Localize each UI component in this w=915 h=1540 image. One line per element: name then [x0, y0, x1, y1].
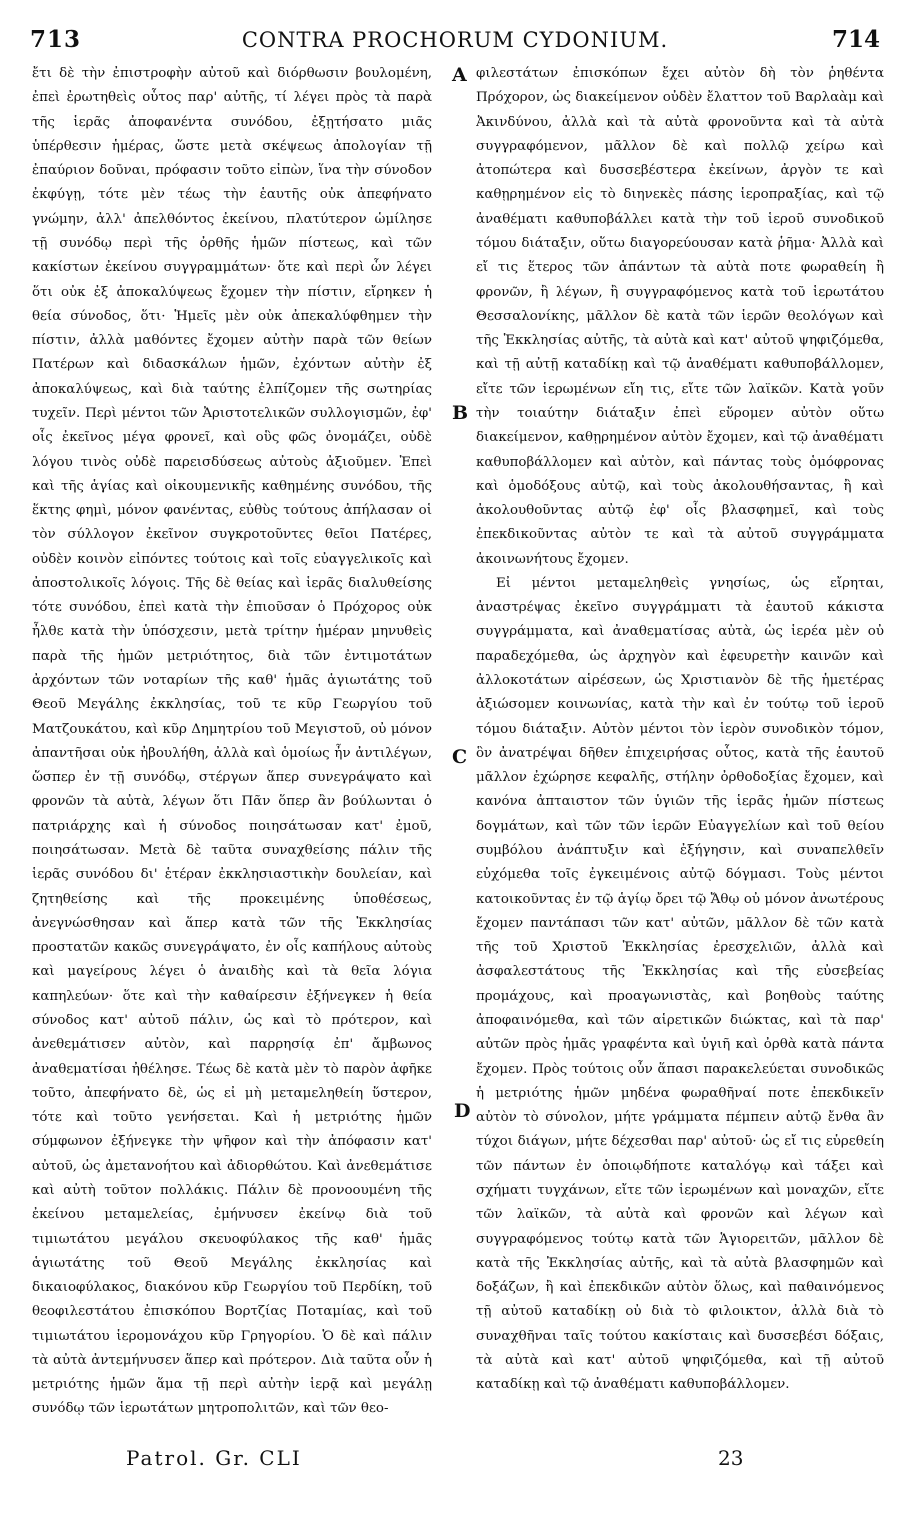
running-title: CONTRA PROCHORUM CYDONIUM. [241, 28, 669, 52]
section-marker-c: C [452, 746, 468, 768]
section-marker-d: D [454, 1100, 471, 1122]
page-header [30, 22, 880, 56]
right-column-paragraph-2: Εἰ μέντοι μεταμεληθεὶς γνησίως, ὡς εἴρηται, ἀναστρέψας ἐκεῖνο συγγράμματι τὰ ἑαυτοῦ κάκιστα συγγράμματα, καὶ ἀναθεματίσας αὐτὰ, ὡς ἱερέα μὲν οὐ παραδεχόμεθα, ὡς ἀρχηγὸν καὶ ἐφευρετὴν καινῶν καὶ ἀλλοκοτάτων αἱρέσεων, ὡς Χριστιανὸν δὲ τῆς ἡμετέρας ἀξιώσομεν κοινωνίας, κατὰ τὴν καὶ ἐν τούτῳ τοῦ ἱεροῦ τόμου διάταξιν. Αὐτὸν μέντοι τὸν ἱερὸν συνοδικὸν τόμον, ὃν ἀνατρέψαι δῆθεν ἐπιχειρήσας οὗτος, κατὰ τῆς ἑαυτοῦ μᾶλλον ἐχώρησε κεφαλῆς, στήλην ὀρθοδοξίας ἔχομεν, καὶ κανόνα ἀπταιστον τῶν ὑγιῶν τῆς ἱερᾶς ἡμῶν πίστεως δογμάτων, καὶ τῶν τῶν ἱερῶν Εὐαγγελίων καὶ τοῦ θείου συμβόλου ἀνάπτυξιν καὶ ἐξήγησιν, καὶ συναπελθεῖν εὐχόμεθα τοῖς ἐγκειμένοις αὐτῷ δόγμασι. Τοὺς μέντοι κατοικοῦντας ἐν τῷ ἁγίῳ ὄρει τῷ Ἄθῳ οὐ μόνον ἀνωτέρους ἔχομεν παντάπασι τῶν κατ' αὐτῶν, μᾶλλον δὲ τῶν κατὰ τῆς τοῦ Χριστοῦ Ἐκκλησίας ἐρεσχελιῶν, ἀλλὰ καὶ ἀσφαλεστάτους τῆς Ἐκκλησίας καὶ τῆς εὐσεβείας προμάχους, καὶ προαγωνιστὰς, καὶ βοηθοὺς ταύτης ἀποφαινόμεθα, καὶ τῶν αἱρετικῶν διώκτας, καὶ τὰ παρ' αὐτῶν πρὸς ἡμᾶς γραφέντα καὶ ὑγιῆ καὶ ὀρθὰ κατὰ πάντα ἔχομεν. Πρὸς τούτοις οὖν ἅπασι παρακελεύεται συνοδικῶς ἡ μετριότης ἡμῶν μηδένα φωραθῆναί ποτε ἐπεκδικεῖν αὐτὸν τὸ σύνολον, μήτε γράμματα πέμπειν αὐτῷ ἔνθα ἂν τύχοι διάγων, μήτε δέχεσθαι παρ' αὐτοῦ· ὡς εἴ τις εὑρεθείη τῶν πάντων ἐν ὁποιῳδήποτε καταλόγῳ καὶ τάξει καὶ σχήματι τυγχάνων, εἴτε τῶν ἱερωμένων καὶ μοναχῶν, εἴτε τῶν λαϊκῶν, τὰ αὐτὰ καὶ φρονῶν καὶ λέγων καὶ συγγραφόμενος τούτῳ κατὰ τῶν Ἁγιορειτῶν, μᾶλλον δὲ κατὰ τῆς Ἐκκλησίας αὐτῆς, καὶ τὰ αὐτὰ βλασφημῶν καὶ δοξάζων, ἢ καὶ ἐπεκδικῶν αὐτὸν ὅλως, καὶ παθαινόμενος τῇ αὐτοῦ καταδίκῃ οὐ διὰ τὸ φιλοικτον, ἀλλὰ διὰ τὸ συναχθῆναι ταῖς τούτου κακίσταις καὶ δυσσεβέσι δόξαις, τὰ αὐτὰ καὶ κατ' αὐτοῦ ψηφιζόμεθα, καὶ τῇ αὐτοῦ καταδίκῃ καὶ τῷ ἀναθέματι καθυποβάλλομεν. [476, 575, 884, 1393]
section-marker-b: B [452, 402, 469, 424]
column-number-left: 713 [30, 26, 82, 53]
left-column-text: ἔτι δὲ τὴν ἐπιστροφὴν αὐτοῦ καὶ διόρθωσιν βουλομένη, ἐπεὶ ἐρωτηθεὶς οὗτος παρ' αὐτῆς, τί λέγει πρὸς τὰ παρὰ τῆς ἱερᾶς ἀποφανέντα συνόδου, ἐξῃτήσατο μιᾶς ὑπέρθεσιν ἡμέρας, ὥστε μετὰ σκέψεως ἀπολογίαν τῇ ἐπαύριον δοῦναι, πρόφασιν τοῦτο εἰπὼν, ἵνα τὴν σύνοδον ἐκφύγῃ, τότε μὲν τέως τὴν ἑαυτῆς οὐκ ἀπεφήνατο γνώμην, ἀλλ' ἀπελθόντος ἐκείνου, πλατύτερον ὡμίλησε τῇ συνόδῳ περὶ τῆς ὀρθῆς ἡμῶν πίστεως, καὶ τῶν κακίστων ἐκείνου συγγραμμάτων· ὅτε καὶ περὶ ὧν λέγει ὅτι οὐκ ἐξ ἀποκαλύψεως ἔχομεν τὴν πίστιν, εἴρηκεν ἡ θεία σύνοδος, ὅτι· Ἡμεῖς μὲν οὐκ ἀπεκαλύφθημεν τὴν πίστιν, ἀλλὰ μαθόντες ἔχομεν αὐτὴν παρὰ τῶν θείων Πατέρων καὶ διδασκάλων ἡμῶν, ἐχόντων αὐτὴν ἐξ ἀποκαλύψεως, καὶ διὰ ταύτης ἐλπίζομεν τῆς σωτηρίας τυχεῖν. Περὶ μέντοι τῶν Ἀριστοτελικῶν συλλογισμῶν, ἐφ' οἷς ἐκεῖνος μέγα φρονεῖ, καὶ οὓς φῶς ὀνομάζει, οὐδὲ λόγου τινὸς οὐδὲ παρεισδύσεως αὐτοὺς ἀξιοῦμεν. Ἐπεὶ καὶ τῆς ἁγίας καὶ οἰκουμενικῆς καθημένης συνόδου, τῆς ἕκτης φημὶ, μόνον φανέντας, εὐθὺς τούτους ἀπήλασαν οἱ τὸν σύλλογον ἐκεῖνον συγκροτοῦντες θεῖοι Πατέρες, οὐδὲν κοινὸν εἰπόντες τούτοις καὶ τοῖς εὐαγγελικοῖς καὶ ἀποστολικοῖς λόγοις. Τῆς δὲ θείας καὶ ἱερᾶς διαλυθείσης τότε συνόδου, ἐπεὶ κατὰ τὴν ἐπιοῦσαν ὁ Πρόχορος οὐκ ἦλθε κατὰ τὴν ὑπόσχεσιν, μετὰ τρίτην ἡμέραν μηνυθεὶς παρὰ τῆς ἡμῶν μετριότητος, διὰ τῶν ἐντιμοτάτων ἀρχόντων τῶν νοταρίων τῆς καθ' ἡμᾶς ἁγιωτάτης τοῦ Θεοῦ Μεγάλης ἐκκλησίας, τοῦ τε κῦρ Γεωργίου τοῦ Ματζουκάτου, καὶ κῦρ Δημητρίου τοῦ Μεγιστοῦ, οὐ μόνον ἀπαντῆσαι οὐκ ἠβουλήθη, ἀλλὰ καὶ ὁμοίως ἦν ἀντιλέγων, ὥσπερ ἐν τῇ συνόδῳ, στέργων ἅπερ συνεγράψατο καὶ φρονῶν τὰ αὐτὰ, λέγων ὅτι Πᾶν ὅπερ ἂν βούλωνται ὁ πατριάρχης καὶ ἡ σύνοδος ποιησάτωσαν κατ' ἐμοῦ, ποιησάτωσαν. Μετὰ δὲ ταῦτα συναχθείσης πάλιν τῆς ἱερᾶς συνόδου δι' ἑτέραν ἐκκλησιαστικὴν δουλείαν, καὶ ζητηθείσης καὶ τῆς προκειμένης ὑποθέσεως, ἀνεγνώσθησαν καὶ ἅπερ κατὰ τῶν τῆς Ἐκκλησίας προστατῶν κακῶς συνεγράψατο, ἐν οἷς καπήλους αὐτοὺς καὶ μαγείρους λέγει ὁ ἀναιδὴς καὶ τὰ θεῖα λόγια καπηλεύων· ὅτε καὶ τὴν καθαίρεσιν ἐξήνεγκεν ἡ θεία σύνοδος κατ' αὐτοῦ πάλιν, ὡς καὶ τὸ πρότερον, καὶ ἀνεθεμάτισεν αὐτὸν, καὶ παρρησίᾳ ἐπ' ἄμβωνος ἀναθεματίσαι ἠθέλησε. Τέως δὲ κατὰ μὲν τὸ παρὸν ἀφῆκε τοῦτο, ἀπεφήνατο δὲ, ὡς εἰ μὴ μεταμεληθείη ὕστερον, τότε καὶ τοῦτο γενήσεται. Καὶ ἡ μετριότης ἡμῶν σύμφωνον ἐξήνεγκε τὴν ψῆφον καὶ τὴν ἀπόφασιν κατ' αὐτοῦ, ὡς ἀμετανοήτου καὶ ἀδιορθώτου. Καὶ ἀνεθεμάτισε καὶ αὐτὴ τοῦτον πολλάκις. Πάλιν δὲ προνοουμένη τῆς ἐκείνου μεταμελείας, ἐμήνυσεν ἐκείνῳ διὰ τοῦ τιμιωτάτου μεγάλου σκευοφύλακος τῆς καθ' ἡμᾶς ἁγιωτάτης τοῦ Θεοῦ Μεγάλης ἐκκλησίας καὶ δικαιοφύλακος, διακόνου κῦρ Γεωργίου τοῦ Περδίκη, τοῦ θεοφιλεστάτου ἐπισκόπου Βορτζίας Ποταμίας, καὶ τοῦ τιμιωτάτου ἱερομονάχου κῦρ Γρηγορίου. Ὁ δὲ καὶ πάλιν τὰ αὐτὰ ἀντεμήνυσεν ἅπερ καὶ πρότερον. Διὰ ταῦτα οὖν ἡ μετριότης ἡμῶν ἅμα τῇ περὶ αὐτὴν ἱερᾷ καὶ μεγάλῃ συνόδῳ τῶν ἱερωτάτων μητροπολιτῶν, καὶ τῶν θεο- [32, 66, 432, 1417]
left-column [32, 62, 432, 1457]
right-column-paragraph-1: φιλεστάτων ἐπισκόπων ἔχει αὐτὸν δὴ τὸν ῥηθέντα Πρόχορον, ὡς διακείμενον οὐδὲν ἔλαττον τοῦ Βαρλαὰμ καὶ Ἀκινδύνου, ἀλλὰ καὶ τὰ αὐτὰ φρονοῦντα καὶ τὰ αὐτὰ συγγραφόμενον, μᾶλλον δὲ καὶ πολλῷ χείρω καὶ ἀτοπώτερα καὶ δυσσεβέστερα ἐκείνων, ἀργὸν τε καὶ καθῃρημένον εἰς τὸ διηνεκὲς πάσης ἱεροπραξίας, καὶ τῷ ἀναθέματι καθυποβάλλει κατὰ τὴν τοῦ ἱεροῦ συνοδικοῦ τόμου διάταξιν, οὕτω διαγορεύουσαν κατὰ ῥῆμα· Ἀλλὰ καὶ εἴ τις ἕτερος τῶν ἁπάντων τὰ αὐτὰ ποτε φωραθείη ἢ φρονῶν, ἢ λέγων, ἢ συγγραφόμενος κατὰ τοῦ ἱερωτάτου Θεσσαλονίκης, μᾶλλον δὲ κατὰ τῶν ἱερῶν θεολόγων καὶ τῆς Ἐκκλησίας αὐτῆς, τὰ αὐτὰ καὶ κατ' αὐτοῦ ψηφιζόμεθα, καὶ τῇ αὐτῇ καταδίκῃ καὶ τῷ ἀναθέματι καθυποβάλλομεν, εἴτε τῶν ἱερωμένων εἴη τις, εἴτε τῶν λαϊκῶν. Κατὰ γοῦν τὴν τοιαύτην διάταξιν ἐπεὶ εὕρομεν αὐτὸν οὕτω διακείμενον, καθῃρημένον αὐτὸν ἔχομεν, καὶ τῷ ἀναθέματι καθυποβάλλομεν καὶ αὐτὸν, καὶ πάντας τοὺς ὁμόφρονας καὶ ὁμοδόξους αὐτῷ, καὶ τοὺς ἀκολουθήσαντας, ἢ καὶ ἀκολουθοῦντας αὐτῷ ἐφ' οἷς βλασφημεῖ, καὶ τοὺς ἐπεκδικοῦντας αὐτὸν τε καὶ τὰ αὐτοῦ συγγράμματα ἀκοινωνήτους ἔχομεν. [476, 66, 884, 567]
right-column [476, 62, 884, 1457]
footer-signature-number: 23 [718, 1446, 744, 1470]
section-marker-a: A [452, 64, 467, 86]
footer-series-label: Patrol. Gr. CLI [126, 1446, 302, 1470]
column-number-right: 714 [831, 26, 880, 53]
